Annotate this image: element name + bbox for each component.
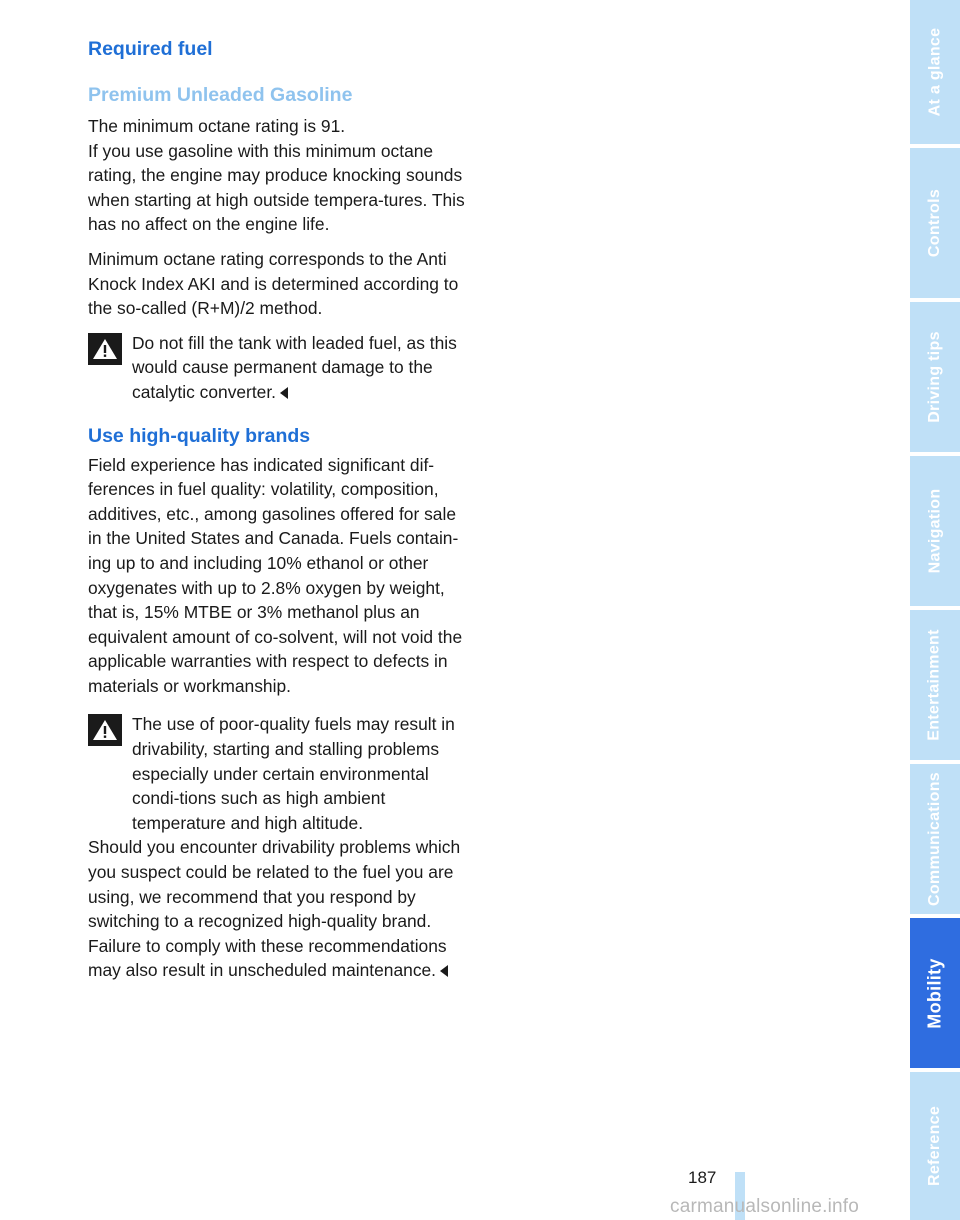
warning-text-recommend: Should you encounter drivability problems which you suspect could be related to the fuel you are using, we recommend that you respond by switching to a recognized high-quality brand. bbox=[88, 837, 461, 932]
tab-navigation[interactable]: Navigation bbox=[910, 456, 960, 606]
chapter-sidebar bbox=[910, 0, 960, 1220]
paragraph-fuel-quality: Field experience has indicated significant dif-ferences in fuel quality: volatility, composition, additives, etc., among gasolines offered for sale in the United States and Canada. Fuels contain-ing up to and including 10% ethanol or other oxygenates with up to 2.8% oxygen by weight, that is, 15% MTBE or 3% methanol plus an equivalent amount of co-solvent, will not void the applicable warranties with respect to defects in materials or workmanship. bbox=[88, 454, 463, 696]
end-mark-icon bbox=[440, 965, 448, 977]
warning-text: The use of poor-quality fuels may result in drivability, starting and stalling problems especially under certain environmental condi-tions such as high ambient temperature and high altitude. bbox=[132, 714, 455, 833]
tab-controls[interactable]: Controls bbox=[910, 148, 960, 298]
paragraph-aki: Minimum octane rating corresponds to the Anti Knock Index AKI and is determined according to the so-called (R+M)/2 method. bbox=[88, 248, 459, 319]
tab-communications[interactable]: Communications bbox=[910, 764, 960, 914]
warning-poor-quality-fuel bbox=[88, 712, 466, 983]
warning-text: Do not fill the tank with leaded fuel, as this would cause permanent damage to the catalytic converter. bbox=[132, 332, 457, 402]
section-subtitle: Premium Unleaded Gasoline bbox=[88, 84, 353, 106]
page-number: 187 bbox=[688, 1168, 717, 1187]
page-content bbox=[88, 36, 466, 983]
page-title: Required fuel bbox=[88, 38, 213, 60]
paragraph-octane bbox=[88, 114, 466, 139]
tab-reference[interactable]: Reference bbox=[910, 1072, 960, 1220]
warning-triangle-icon bbox=[88, 333, 122, 365]
tab-at-a-glance[interactable]: At a glance bbox=[910, 0, 960, 144]
paragraph-text: The minimum octane rating is 91. bbox=[88, 116, 346, 136]
tab-entertainment[interactable]: Entertainment bbox=[910, 610, 960, 760]
warning-text-failure: Failure to comply with these recommendations may also result in unscheduled maintenance. bbox=[88, 935, 447, 981]
watermark: carmanualsonline.info bbox=[670, 1196, 860, 1217]
warning-triangle-icon bbox=[88, 714, 122, 746]
end-mark-icon bbox=[280, 387, 288, 399]
tab-driving-tips[interactable]: Driving tips bbox=[910, 302, 960, 452]
tab-mobility[interactable]: Mobility bbox=[910, 918, 960, 1068]
paragraph-knocking: If you use gasoline with this minimum octane rating, the engine may produce knocking sounds when starting at high outside tempera-tures. This has no affect on the engine life. bbox=[88, 140, 465, 235]
warning-leaded-fuel bbox=[88, 331, 466, 405]
section-heading-brands: Use high-quality brands bbox=[88, 424, 311, 447]
